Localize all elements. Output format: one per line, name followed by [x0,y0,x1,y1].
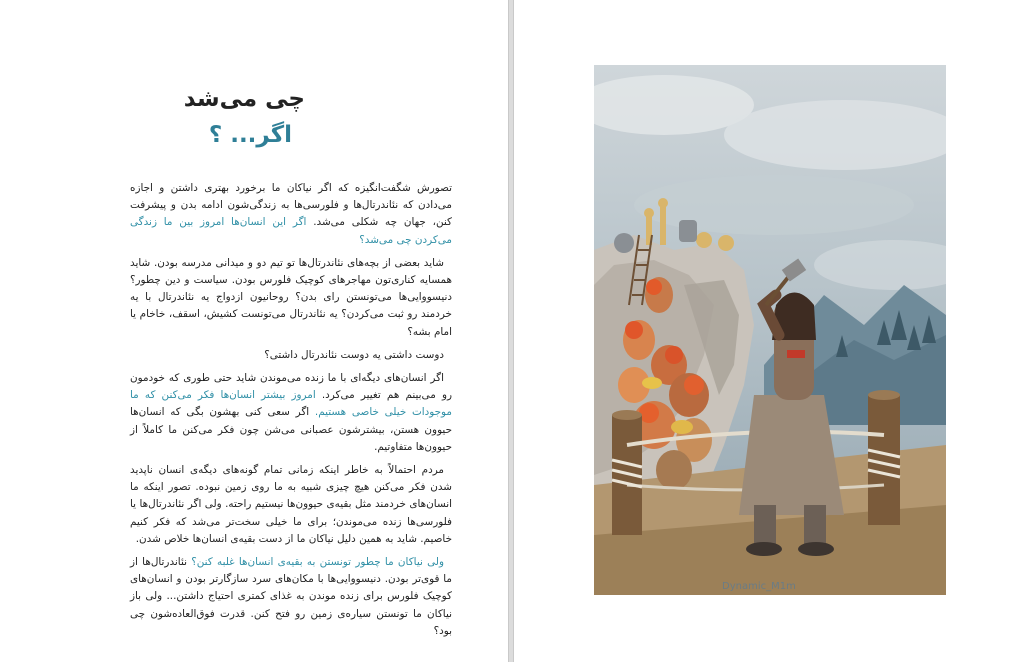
paragraph-text: اگر انسان‌های دیگه‌ای با ما زنده می‌موندن شاید حتی طوری که خودمون رو می‌بینم هم تغییر می‌کرد. [130,372,452,402]
paragraph-2 [130,255,452,341]
paragraph-5 [130,462,452,548]
watermark: Dynamic_M1m [722,581,796,592]
highlight-text: اگر این انسان‌ها امروز بین ما زندگی می‌کردن چی می‌شد؟ [130,216,452,246]
paragraph-text: دوست داشتی یه دوست نئاندرتال داشتی؟ [264,348,444,361]
highlight-text: امروز بیشتر انسان‌ها فکر می‌کنن که ما موجودات خیلی خاصی هستیم. [130,389,452,419]
paragraph-text: مردم احتمالاً به خاطر اینکه زمانی تمام گونه‌های دیگه‌ی انسان ناپدید شدن فکر می‌کنن هیچ چیزی شبیه به ما روی زمین نبوده. تصور اینکه ما انسان‌های خردمند مثل بقیه‌ی حیوون‌ها نیستیم راحته. ولی اگر نئاندرتال‌ها یا فلورسی‌ها زنده می‌موندن؛ برای ما خیلی سخت‌تر می‌شد که فکر کنیم خاصیم. شاید به همین دلیل نیاکان ما از دست بقیه‌ی انسان‌ها خلاص شدن. [130,464,452,545]
paragraph-text: اگر سعی کنی بهشون بگی که انسان‌ها حیوون هستن، بیشترشون عصبانی می‌شن چون فکر می‌کنن ما کاملاً از حیوون‌ها متفاوتیم. [130,406,452,453]
illustration [594,65,946,595]
paragraph-4 [130,370,452,456]
page-subtitle: اگر... ؟ [208,122,292,148]
paragraph-6 [130,554,452,640]
paragraph-text: شاید بعضی از بچه‌های نئاندرتال‌ها تو تیم دو و میدانی مدرسه بودن. شاید همسایه کناری‌تون مهاجرهای کوچیک فلورس بودن. سیاست و دین چطور؟ دنیسووایی‌ها می‌تونستن رای بدن؟ روحانیون ازدواج یه نئاندرتال با یه خردمند رو ثبت می‌کردن؟ یه نئاندرتال می‌تونست کشیش، اسقف، خاخام یا امام بشه؟ [130,256,452,338]
paragraph-1 [130,180,452,249]
page-title: چی می‌شد [183,86,305,112]
highlight-text: ولی نیاکان ما چطور تونستن به بقیه‌ی انسان‌ها غلبه کنن؟ [191,556,444,569]
illustration-art [594,65,946,595]
body-text [130,180,452,646]
paragraph-text: تصورش شگفت‌انگیزه که اگر نیاکان ما برخورد بهتری داشتن و اجازه می‌دادن که نئاندرتال‌ها و فلورسی‌ها به زندگی‌شون ادامه بدن و پیشرفت کنن، جهان چه شکلی می‌شد. [130,182,452,229]
left-page [0,0,508,662]
paragraph-text: نئاندرتال‌ها از ما قوی‌تر بودن. دنیسووایی‌ها با مکان‌های سرد سازگارتر بودن و انسان‌های کوچیک فلورس برای زنده موندن به غذای کمتری احتیاج داشتن... ولی باز نیاکان ما تونستن سیاره‌ی زمین رو فتح کنن. قدرت فوق‌العاده‌شون چی بود؟ [130,556,452,637]
paragraph-3 [130,347,452,364]
right-page [514,0,1027,662]
